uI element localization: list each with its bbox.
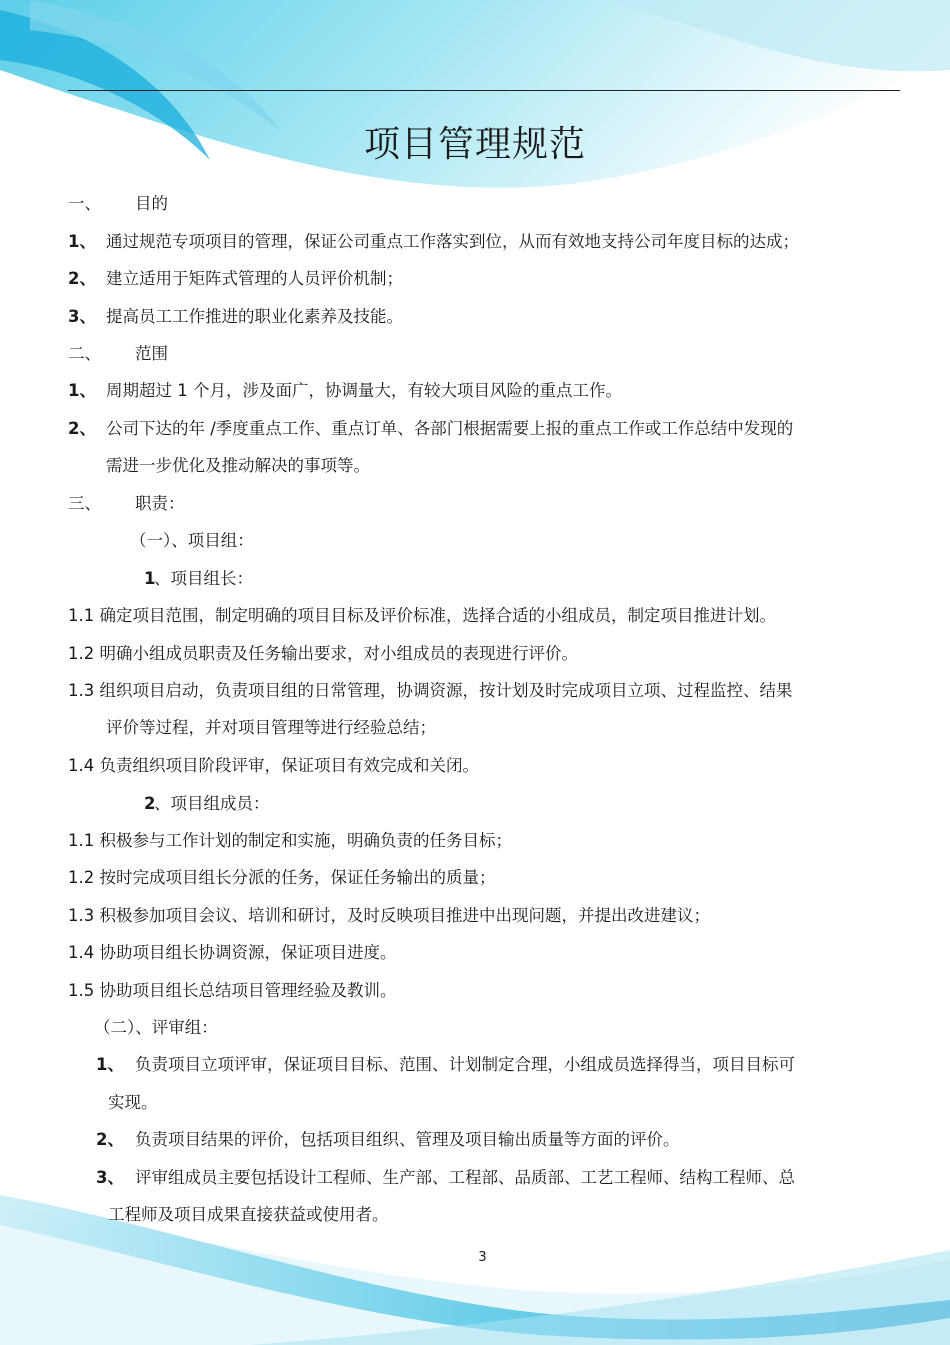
paragraph-line: 通过规范专项项目的管理，保证公司重点工作落实到位，从而有效地支持公司年度目标的达成；	[106, 232, 799, 251]
item-number: 1、	[68, 381, 96, 400]
paragraph-line: 周期超过 1 个月，涉及面广，协调量大，有较大项目风险的重点工作。	[106, 381, 622, 400]
paragraph-line: 评价等过程，并对项目管理等进行经验总结；	[106, 718, 436, 737]
section-heading: 范围	[135, 344, 168, 363]
paragraph-line: 负责项目结果的评价，包括项目组织、管理及项目输出质量等方面的评价。	[135, 1130, 680, 1149]
section-heading: 职责：	[135, 494, 185, 513]
item-number: 2、	[96, 1130, 124, 1149]
paragraph-line: 提高员工工作推进的职业化素养及技能。	[106, 307, 403, 326]
paragraph-line: 需进一步优化及推动解决的事项等。	[106, 456, 370, 475]
subsection-heading: 、项目组长：	[154, 569, 253, 588]
paragraph-line: 公司下达的年 /季度重点工作、重点订单、各部门根据需要上报的重点工作或工作总结中发现的	[106, 419, 794, 438]
section-heading: 目的	[135, 194, 168, 213]
page-number: 3	[478, 1250, 487, 1265]
item-number: 2	[144, 794, 156, 813]
item-number: 3、	[68, 307, 96, 326]
subsection-heading: 、项目组成员：	[154, 794, 270, 813]
item-number: 2、	[68, 269, 96, 288]
paragraph-line: 建立适用于矩阵式管理的人员评价机制；	[106, 269, 403, 288]
paragraph-line: 实现。	[108, 1093, 158, 1112]
paragraph-line: 1.5 协助项目组长总结项目管理经验及教训。	[68, 981, 397, 1000]
item-number: 1、	[68, 232, 96, 251]
item-number: 2、	[68, 419, 96, 438]
paragraph-line: 1.1 确定项目范围，制定明确的项目目标及评价标准，选择合适的小组成员，制定项目推进计划。	[68, 606, 776, 625]
paragraph-line: 1.2 明确小组成员职责及任务输出要求，对小组成员的表现进行评价。	[68, 644, 578, 663]
section-number: 二、	[68, 344, 101, 363]
subsection-heading: （二）、评审组：	[94, 1018, 218, 1037]
paragraph-line: 1.3 积极参加项目会议、培训和研讨，及时反映项目推进中出现问题，并提出改进建议；	[68, 906, 710, 925]
paragraph-line: 评审组成员主要包括设计工程师、生产部、工程部、品质部、工艺工程师、结构工程师、总	[135, 1168, 795, 1187]
item-number: 1、	[96, 1055, 124, 1074]
header-rule	[68, 90, 900, 91]
section-number: 一、	[68, 194, 101, 213]
document-title: 项目管理规范	[363, 124, 586, 165]
section-number: 三、	[68, 494, 101, 513]
item-number: 1	[144, 569, 156, 588]
paragraph-line: 工程师及项目成果直接获益或使用者。	[108, 1205, 389, 1224]
paragraph-line: 1.1 积极参与工作计划的制定和实施，明确负责的任务目标；	[68, 831, 512, 850]
subsection-heading: （一）、项目组：	[130, 531, 254, 550]
paragraph-line: 1.4 协助项目组长协调资源，保证项目进度。	[68, 943, 397, 962]
paragraph-line: 1.2 按时完成项目组长分派的任务，保证任务输出的质量；	[68, 868, 496, 887]
item-number: 3、	[96, 1168, 124, 1187]
paragraph-line: 负责项目立项评审，保证项目目标、范围、计划制定合理，小组成员选择得当，项目目标可	[135, 1055, 795, 1074]
paragraph-line: 1.4 负责组织项目阶段评审，保证项目有效完成和关闭。	[68, 756, 479, 775]
paragraph-line: 1.3 组织项目启动，负责项目组的日常管理，协调资源，按计划及时完成项目立项、过程监控、结果	[68, 681, 793, 700]
